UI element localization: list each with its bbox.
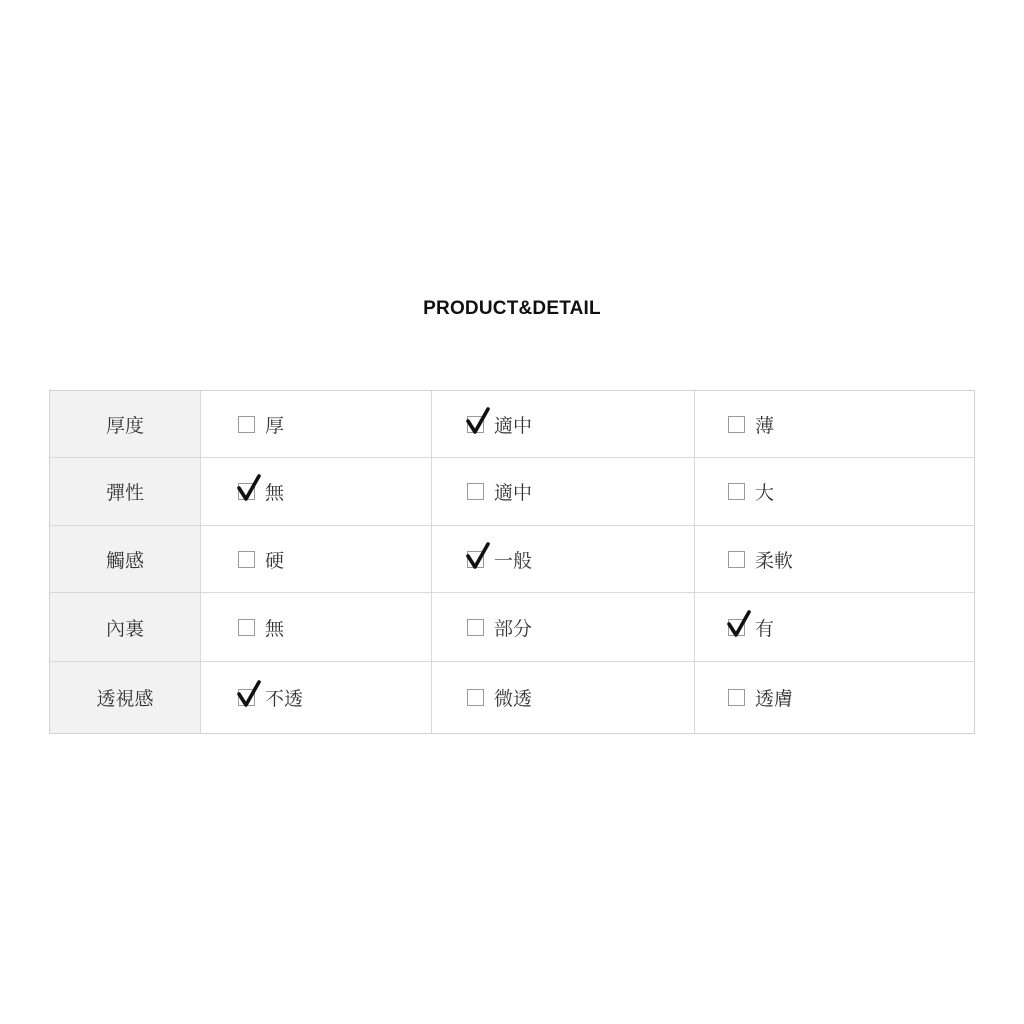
option-label: 適中 (494, 482, 533, 504)
option-cell (432, 593, 695, 662)
option-cell (201, 391, 432, 458)
option-label: 無 (265, 617, 285, 640)
checkbox-unchecked[interactable] (467, 483, 484, 500)
row-label: 觸感 (50, 526, 201, 593)
option-label: 部分 (494, 617, 533, 640)
option-label: 薄 (755, 414, 775, 437)
option-cell (695, 593, 974, 662)
row-label: 內裏 (50, 593, 201, 662)
checkbox-unchecked[interactable] (728, 689, 745, 706)
checkbox-checked[interactable] (467, 416, 484, 433)
option-cell (432, 391, 695, 458)
row-label: 厚度 (50, 391, 201, 458)
option-cell (201, 458, 432, 526)
checkmark-icon (466, 543, 490, 569)
option-label: 柔軟 (755, 549, 794, 572)
option-cell (695, 458, 974, 526)
checkbox-unchecked[interactable] (238, 416, 255, 433)
option-cell (432, 526, 695, 593)
checkbox-checked[interactable] (728, 619, 745, 636)
checkbox-unchecked[interactable] (467, 619, 484, 636)
option-label: 透膚 (755, 688, 794, 710)
row-label: 透視感 (50, 662, 201, 733)
checkbox-unchecked[interactable] (467, 689, 484, 706)
checkmark-icon (237, 681, 261, 707)
option-label: 有 (755, 617, 775, 640)
checkmark-icon (727, 611, 751, 637)
option-cell (201, 593, 432, 662)
option-label: 大 (755, 482, 775, 504)
option-label: 微透 (494, 688, 533, 710)
checkmark-icon (237, 475, 261, 501)
option-cell (432, 458, 695, 526)
option-label: 不透 (265, 688, 304, 710)
page-title: PRODUCT&DETAIL (423, 298, 601, 319)
checkbox-unchecked[interactable] (238, 551, 255, 568)
option-label: 一般 (494, 549, 533, 572)
checkbox-checked[interactable] (238, 483, 255, 500)
option-label: 硬 (265, 549, 285, 572)
option-cell (695, 662, 974, 733)
option-cell (432, 662, 695, 733)
option-cell (695, 526, 974, 593)
option-label: 適中 (494, 414, 533, 437)
checkbox-unchecked[interactable] (728, 483, 745, 500)
option-cell (201, 526, 432, 593)
checkbox-checked[interactable] (238, 689, 255, 706)
checkbox-unchecked[interactable] (728, 416, 745, 433)
row-label: 彈性 (50, 458, 201, 526)
option-cell (695, 391, 974, 458)
checkbox-checked[interactable] (467, 551, 484, 568)
option-label: 無 (265, 482, 285, 504)
checkbox-unchecked[interactable] (728, 551, 745, 568)
checkmark-icon (466, 408, 490, 434)
checkbox-unchecked[interactable] (238, 619, 255, 636)
option-cell (201, 662, 432, 733)
option-label: 厚 (265, 414, 285, 437)
product-detail-table (49, 390, 975, 734)
